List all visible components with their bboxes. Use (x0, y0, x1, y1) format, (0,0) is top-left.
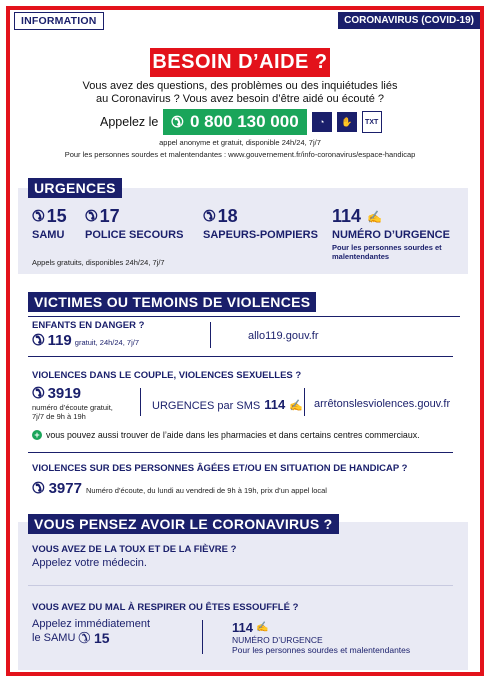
couple-heading: VIOLENCES DANS LE COUPLE, VIOLENCES SEXUELLES ? (32, 370, 302, 381)
pompiers-label: SAPEURS-POMPIERS (203, 229, 318, 241)
urgences-note: Appels gratuits, disponibles 24h/24, 7j/7 (32, 258, 165, 267)
covid-tag: CORONAVIRUS (COVID-19) (338, 12, 480, 29)
pompiers-number: 18 (217, 206, 238, 226)
accessibility-note[interactable]: Pour les personnes sourdes et malentendantes : www.gouvernement.fr/info-coronavirus/espace-handicap (64, 150, 416, 159)
respirer-answer-1: Appelez immédiatement (32, 618, 151, 630)
couple-detail-1: numéro d’écoute gratuit, (32, 403, 113, 412)
corona-title: VOUS PENSEZ AVOIR LE CORONAVIRUS ? (28, 514, 339, 534)
agees-detail: Numéro d’écoute, du lundi au vendredi de 9h à 19h, prix d’un appel local (85, 486, 327, 495)
divider (28, 356, 453, 357)
divider (28, 452, 453, 453)
couple-number: 3919 (47, 385, 81, 402)
extra-help-text: vous pouvez aussi trouver de l’aide dans les pharmacies et dans certains centres commerciaux. (46, 430, 420, 440)
information-tag: INFORMATION (14, 12, 104, 30)
victimes-title: VICTIMES OU TEMOINS DE VIOLENCES (28, 292, 316, 312)
phone-icon: ✆ (78, 630, 91, 647)
allo119-link[interactable]: allo119.gouv.fr (248, 330, 319, 342)
phone-icon: ✆ (32, 480, 45, 497)
extra-help-row (32, 430, 420, 440)
couple-detail-2: 7j/7 de 9h à 19h (32, 412, 86, 421)
couple-detail (32, 403, 113, 421)
txt-icon: TXT (362, 111, 382, 133)
enfants-detail: gratuit, 24h/24, 7j/7 (74, 338, 139, 347)
urgence-samu (32, 206, 67, 241)
toux-heading: VOUS AVEZ DE LA TOUX ET DE LA FIÈVRE ? (32, 544, 237, 555)
phone-icon: ✆ (203, 208, 216, 225)
sms-icon: ✍ (255, 622, 269, 633)
divider (210, 322, 211, 348)
urgence-114 (332, 206, 462, 261)
helpline-number-text: 0 800 130 000 (189, 112, 299, 131)
police-number: 17 (99, 206, 120, 226)
phone-icon: ✆ (32, 332, 45, 349)
helpline-note: appel anonyme et gratuit, disponible 24h/24, 7j/7 (159, 138, 321, 147)
agees-heading: VIOLENCES SUR DES PERSONNES ÂGÉES ET/OU EN SITUATION DE HANDICAP ? (32, 463, 408, 474)
sms-number: 114 (264, 397, 286, 412)
divider (140, 388, 141, 416)
call-row (100, 109, 382, 135)
respirer-heading: VOUS AVEZ DU MAL À RESPIRER OU ÊTES ESSOUFFLÉ ? (32, 602, 299, 613)
samu-label: SAMU (32, 229, 65, 241)
respirer-answer-2: le SAMU (32, 632, 76, 644)
divider (202, 620, 203, 654)
corona-114-sub: Pour les personnes sourdes et malentendantes (232, 645, 411, 655)
corona-114 (232, 620, 410, 655)
violences-link[interactable]: arrêtonslesviolences.gouv.fr (314, 398, 451, 410)
helpline-number[interactable] (163, 109, 306, 135)
urgence-pompiers (203, 206, 318, 241)
sms-icon: ✍ (367, 209, 382, 224)
police-label: POLICE SECOURS (85, 229, 184, 241)
phone-icon: ✆ (32, 385, 45, 402)
toux-answer: Appelez votre médecin. (32, 557, 147, 569)
sms-icon: ✍ (289, 400, 303, 412)
sign-language-icon: ✋ (337, 112, 357, 132)
sms-row (152, 397, 303, 412)
urgence-police (85, 206, 183, 241)
phone-icon: ✆ (32, 208, 45, 225)
num114-label: NUMÉRO D’URGENCE (332, 229, 450, 241)
agees-number-row (32, 480, 327, 497)
num114: 114 (332, 206, 362, 226)
plus-icon: + (32, 430, 42, 440)
enfants-heading: ENFANTS EN DANGER ? (32, 320, 145, 331)
samu-number: 15 (46, 206, 67, 226)
ear-icon: ◔ (312, 112, 332, 132)
phone-icon: ✆ (85, 208, 98, 225)
enfants-number: 119 (47, 332, 72, 349)
phone-icon: ✆ (171, 113, 184, 131)
respirer-answer (32, 618, 150, 646)
couple-number-row (32, 385, 81, 402)
intro-line-1: Vous avez des questions, des problèmes ou des inquiétudes liés (82, 80, 398, 92)
urgences-title: URGENCES (28, 178, 122, 198)
intro-text (40, 80, 440, 106)
corona-114-label: NUMÉRO D’URGENCE (232, 635, 323, 645)
corona-samu-number: 15 (93, 630, 110, 646)
divider (28, 316, 460, 317)
call-label: Appelez le (100, 115, 159, 129)
agees-number: 3977 (48, 480, 82, 497)
num114-sub: Pour les personnes sourdes et malentendantes (332, 243, 442, 261)
page-title: BESOIN D’AIDE ? (150, 48, 330, 77)
sms-label: URGENCES par SMS (152, 400, 261, 412)
intro-line-2: au Coronavirus ? Vous avez besoin d’être aidé ou écouté ? (95, 93, 385, 105)
enfants-number-row (32, 332, 139, 349)
divider (304, 388, 305, 416)
divider (28, 585, 453, 586)
corona-114-number: 114 (232, 620, 253, 635)
